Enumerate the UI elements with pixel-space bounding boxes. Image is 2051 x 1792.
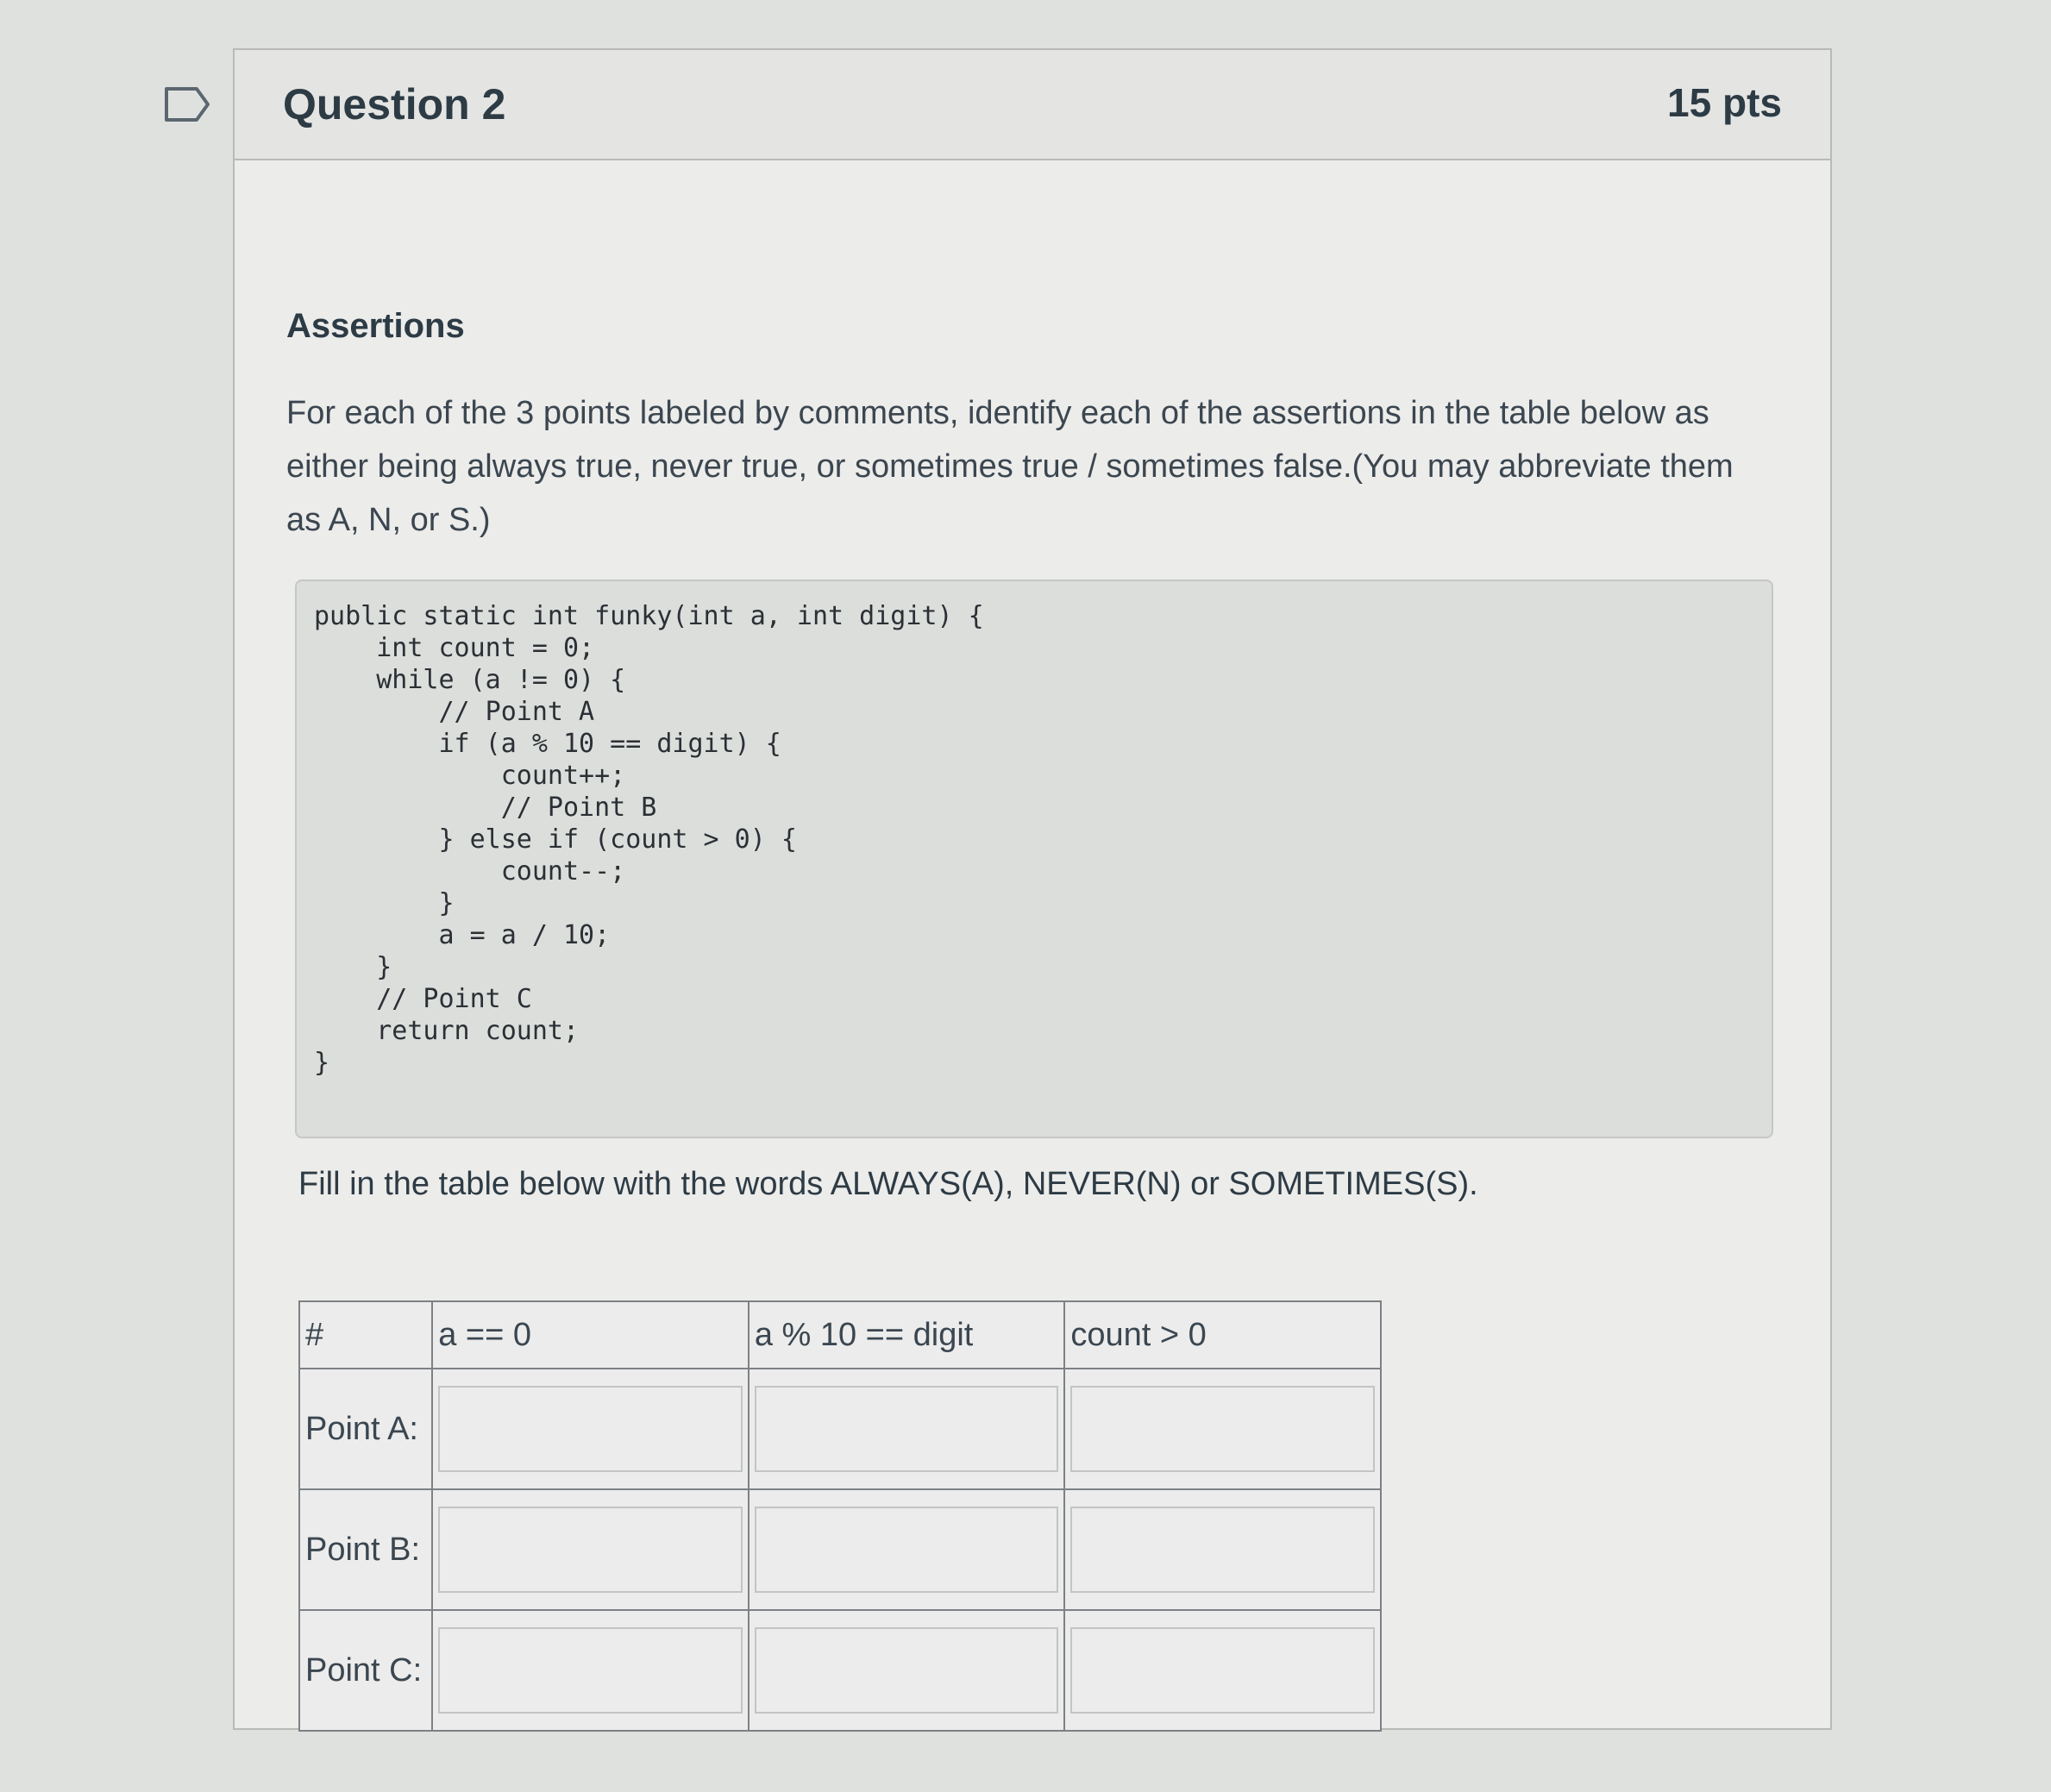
answer-input-point-c-a-equals-0[interactable] — [438, 1627, 743, 1714]
question-header — [235, 50, 1830, 160]
answer-cell — [1064, 1610, 1381, 1731]
answer-input-point-a-a-equals-0[interactable] — [438, 1386, 743, 1472]
answer-cell — [432, 1610, 749, 1731]
code-block: public static int funky(int a, int digit) { int count = 0; while (a != 0) { // Point A if (a % 10 == digit) { count++; // Point B } else if (count > 0) { count--; } a = a / 10; } // Point C return count; } — [295, 580, 1773, 1138]
answer-input-point-b-a-mod-10-equals-digit[interactable] — [755, 1507, 1059, 1593]
answer-input-point-a-a-mod-10-equals-digit[interactable] — [755, 1386, 1059, 1472]
row-label: Point A: — [299, 1369, 432, 1489]
table-row — [299, 1610, 1381, 1731]
table-row — [299, 1489, 1381, 1610]
answer-input-point-b-count-gt-0[interactable] — [1070, 1507, 1375, 1593]
flag-question-icon[interactable] — [164, 86, 210, 122]
table-row — [299, 1369, 1381, 1489]
answer-cell — [1064, 1369, 1381, 1489]
answer-input-point-b-a-equals-0[interactable] — [438, 1507, 743, 1593]
table-header-cell: a % 10 == digit — [749, 1301, 1065, 1369]
question-points: 15 pts — [1667, 80, 1782, 125]
answer-input-point-c-a-mod-10-equals-digit[interactable] — [755, 1627, 1059, 1714]
answer-input-point-a-count-gt-0[interactable] — [1070, 1386, 1375, 1472]
table-header-cell: count > 0 — [1064, 1301, 1381, 1369]
question-title: Question 2 — [283, 80, 506, 128]
row-label: Point C: — [299, 1610, 432, 1731]
table-header-cell: a == 0 — [432, 1301, 749, 1369]
answer-input-point-c-count-gt-0[interactable] — [1070, 1627, 1375, 1714]
answer-cell — [749, 1489, 1065, 1610]
section-heading: Assertions — [286, 307, 465, 345]
row-label: Point B: — [299, 1489, 432, 1610]
question-instructions: For each of the 3 points labeled by comments, identify each of the assertions in the table below as either being always true, never true, or sometimes true / sometimes false.(You may abbreviate them as A, N, or S.) — [286, 395, 1734, 538]
table-header-cell: # — [299, 1301, 432, 1369]
table-instruction: Fill in the table below with the words ALWAYS(A), NEVER(N) or SOMETIMES(S). — [298, 1166, 1478, 1202]
answer-cell — [432, 1489, 749, 1610]
question-card — [233, 48, 1832, 1730]
table-header-row — [299, 1301, 1381, 1369]
answer-cell — [749, 1610, 1065, 1731]
answer-table — [298, 1300, 1382, 1732]
answer-cell — [1064, 1489, 1381, 1610]
answer-cell — [749, 1369, 1065, 1489]
answer-cell — [432, 1369, 749, 1489]
